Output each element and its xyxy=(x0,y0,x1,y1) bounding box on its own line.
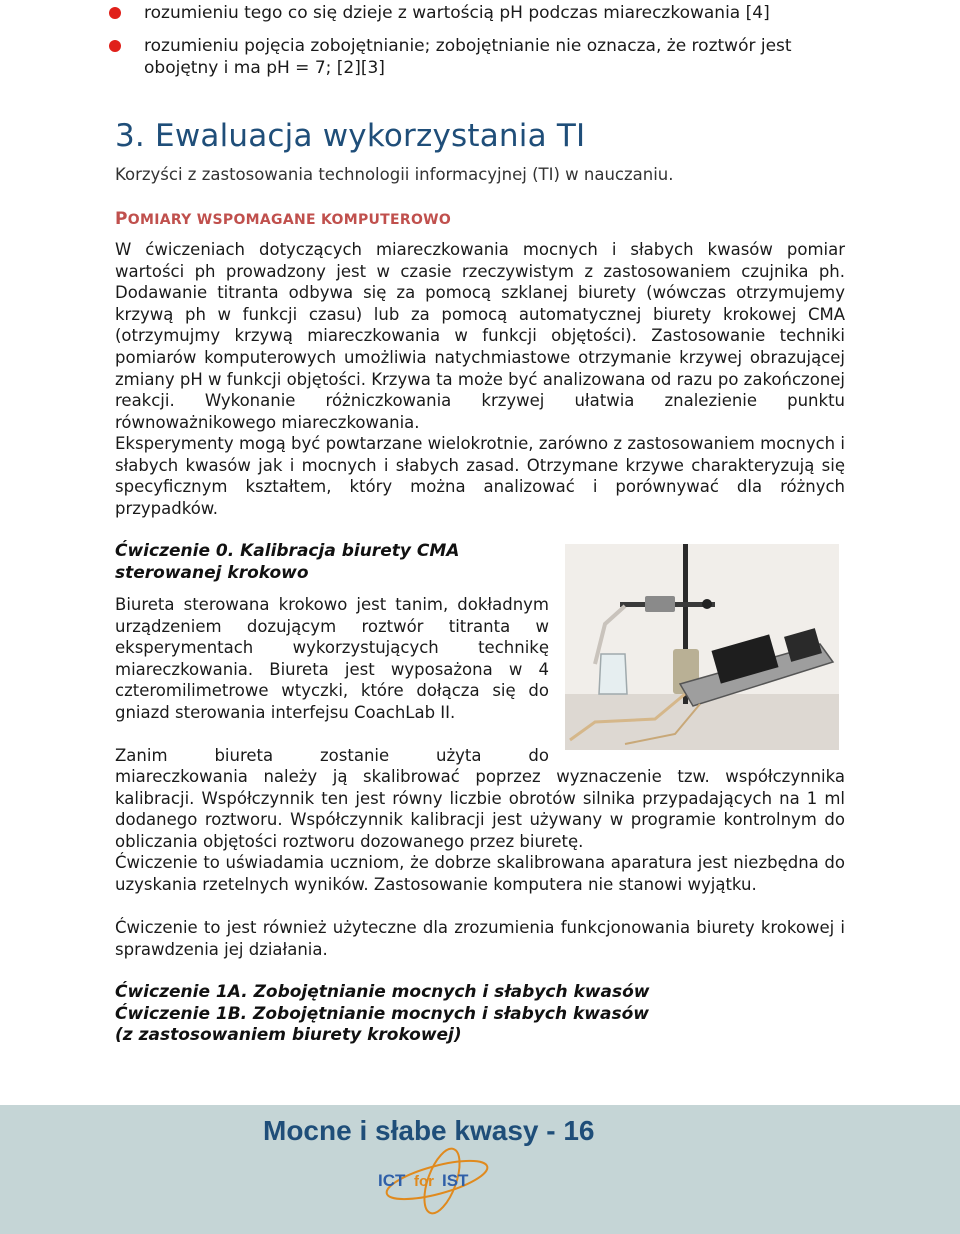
subheading-rest: OMIARY WSPOMAGANE KOMPUTEROWO xyxy=(127,212,452,228)
exercise-0-heading-line1: Ćwiczenie 0. Kalibracja biurety CMA xyxy=(115,541,460,561)
exercise-1-headings xyxy=(115,982,649,1047)
svg-text:for: for xyxy=(414,1173,434,1190)
exercise-0-heading-line2: sterowanej krokowo xyxy=(115,562,309,583)
svg-text:ICT: ICT xyxy=(378,1171,406,1190)
bullet-dot-icon xyxy=(109,40,121,52)
list-item-text: rozumieniu pojęcia zobojętnianie; zobojętnianie nie oznacza, że roztwór jest obojętny i ma pH = 7; [2][3] xyxy=(144,36,792,78)
burette-apparatus-photo xyxy=(565,544,839,750)
bullet-list xyxy=(115,2,850,90)
footer-title: Mocne i słabe kwasy - 16 xyxy=(263,1115,595,1146)
subheading-initial: P xyxy=(115,209,128,229)
list-item-text: rozumieniu tego co się dzieje z wartością pH podczas miareczkowania [4] xyxy=(144,3,770,23)
paragraph-calibration: miareczkowania należy ją skalibrować poprzez wyznaczenie tzw. współczynnika kalibracji. Współczynnik ten jest równy liczbie obrotów silnika przypadających na 1 ml dodanego roztworu. Współczynnik kalibracji jest używany w programie kontrolnym do obliczania objętości roztworu dozowanego przez biuretę. xyxy=(115,767,845,851)
paragraph-awareness: Ćwiczenie to uświadamia uczniom, że dobrze skalibrowana aparatura jest niezbędna do uzyskania rzetelnych wyników. Zastosowanie komputera nie stanowi wyjątku. xyxy=(115,853,845,894)
paragraph-burette-before: Zanim biureta zostanie użyta do xyxy=(115,746,549,765)
section-subtitle: Korzyści z zastosowania technologii informacyjnej (TI) w nauczaniu. xyxy=(115,165,674,184)
paragraph-burette-intro: Biureta sterowana krokowo jest tanim, dokładnym urządzeniem dozującym roztwór titranta w eksperymentach wykorzystujących technikę miareczkowania. Biureta jest wyposażona w 4 czteromilimetrowe wtyczki, które dołącza się do gniazd sterowania interfejsu CoachLab II. xyxy=(115,595,549,722)
ict-for-ist-logo-icon xyxy=(372,1143,502,1218)
bullet-dot-icon xyxy=(109,7,121,19)
exercise-1b-heading: Ćwiczenie 1B. Zobojętnianie mocnych i słabych kwasów xyxy=(115,1003,649,1024)
list-item xyxy=(115,35,850,79)
paragraph-measurements: W ćwiczeniach dotyczących miareczkowania mocnych i słabych kwasów pomiar wartości ph prowadzony jest w czasie rzeczywistym z zastosowaniem czujnika ph. Dodawanie titranta odbywa się za pomocą szklanej biurety (wówczas otrzymujemy krzywą ph w funkcji czasu) lub za pomocą automatycznej biurety krokowej CMA (otrzymujmy krzywą miareczkowania w funkcji objętości). Zastosowanie techniki pomiarów komputerowych umożliwia natychmiastowe otrzymanie krzywej obrazującej zmiany pH w funkcji objętości. Krzywa ta może być analizowana od razu po zakończonej reakcji. Wykonanie różniczkowania krzywej ułatwia znalezienie punktu równoważnikowego miareczkowania. xyxy=(115,240,845,432)
paragraph-experiments: Eksperymenty mogą być powtarzane wielokrotnie, zarówno z zastosowaniem mocnych i słabych kwasów jak i mocnych i słabych zasad. Otrzymane krzywe charakteryzują się specyficznym kształtem, który można analizować i porównywać dla różnych przypadków. xyxy=(115,434,845,518)
exercise-1b-subheading: (z zastosowaniem biurety krokowej) xyxy=(115,1025,462,1045)
exercise-0-heading xyxy=(115,541,459,584)
paragraph-usefulness: Ćwiczenie to jest również użyteczne dla zrozumienia funkcjonowania biurety krokowej i sprawdzenia jej działania. xyxy=(115,918,845,959)
subheading xyxy=(115,209,451,229)
list-item xyxy=(115,2,850,24)
svg-text:IST: IST xyxy=(442,1171,469,1190)
exercise-1a-heading: Ćwiczenie 1A. Zobojętnianie mocnych i słabych kwasów xyxy=(115,982,650,1002)
section-title: 3. Ewaluacja wykorzystania TI xyxy=(115,118,586,154)
